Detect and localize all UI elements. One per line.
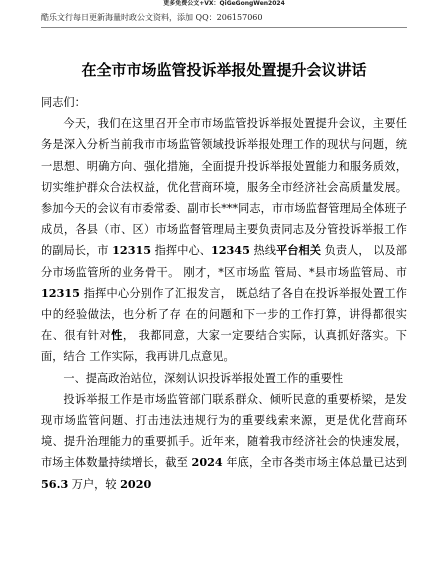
number-span: 2024	[191, 455, 223, 470]
text-span: 热线	[249, 244, 277, 258]
top-banner: 更多免费公文+VX：QiGeGongWen2024	[163, 0, 285, 7]
number-span: 12345	[210, 243, 250, 258]
text-span: 负责人， 以及部分市场监管所的业务骨干。 刚才，*区市场监 管局、*县市场监管局、市	[41, 244, 407, 279]
bold-span: 平台相关	[276, 243, 322, 258]
number-span: 12315	[41, 285, 80, 300]
text-span: 年底，全市各类市场主体总量已达到	[222, 456, 408, 470]
paragraph-section1	[41, 389, 407, 495]
text-span: 投诉举报工作是市场监管部门联系群众、倾听民意的重要桥梁，是发现市场监管问题、打击违法违规行为的重要线索来源，更是优化营商环境、提升治理能力的重要抓手。近年来，随着我市经济社会的快速发展，市场主体数量持续增长，截至	[41, 392, 407, 470]
document-header: 酷乐文行每日更新海量时政公文资料，添加 QQ：206157060	[41, 13, 263, 22]
number-span: 12315	[112, 243, 152, 258]
section-heading: 一、提高政治站位，深刻认识投诉举报处置工作的重要性	[63, 371, 344, 385]
text-span: 今天，我们在这里召开全市市场监管投诉举报处置提升会议，主要任务是深入分析当前我市市场监管领域投诉举报处理工作的现状与问题，统一思想、明确方向、强化措施，全面提升投诉举报处置能力和服务质效，切实维护群众合法权益，优化营商环境，服务全市经济社会高质量发展。参加今天的会议有市委常委、副市长***同志，市市场监督管理局全体班子成员，各县（市、区）市场监督管理局主要负责同志及分管投诉举报工作的副局长，市	[41, 117, 407, 258]
header-divider	[41, 27, 407, 28]
text-span: ， 我都同意，大家一定要结合实际，认真抓好落实。下面，结合 工作实际，我再讲几点意见。	[41, 329, 407, 364]
bold-span: 性	[111, 328, 123, 343]
text-span: 指挥中心、	[151, 244, 211, 258]
number-span: 56.3	[41, 476, 69, 491]
text-span: 万户，较	[68, 477, 121, 491]
salutation: 同志们：	[41, 96, 86, 109]
paragraph-opening	[41, 113, 407, 367]
document-title: 在全市市场监管投诉举报处置提升会议讲话	[81, 61, 367, 79]
document-body	[41, 92, 407, 495]
number-span: 2020	[120, 476, 152, 491]
text-span: 指挥中心分别作了汇报发言， 既总结了各自在投诉举报处置工作中的经验做法，也分析了存 在的问题和下一步的工作打算，讲得都很实在、很有针对	[41, 286, 407, 343]
